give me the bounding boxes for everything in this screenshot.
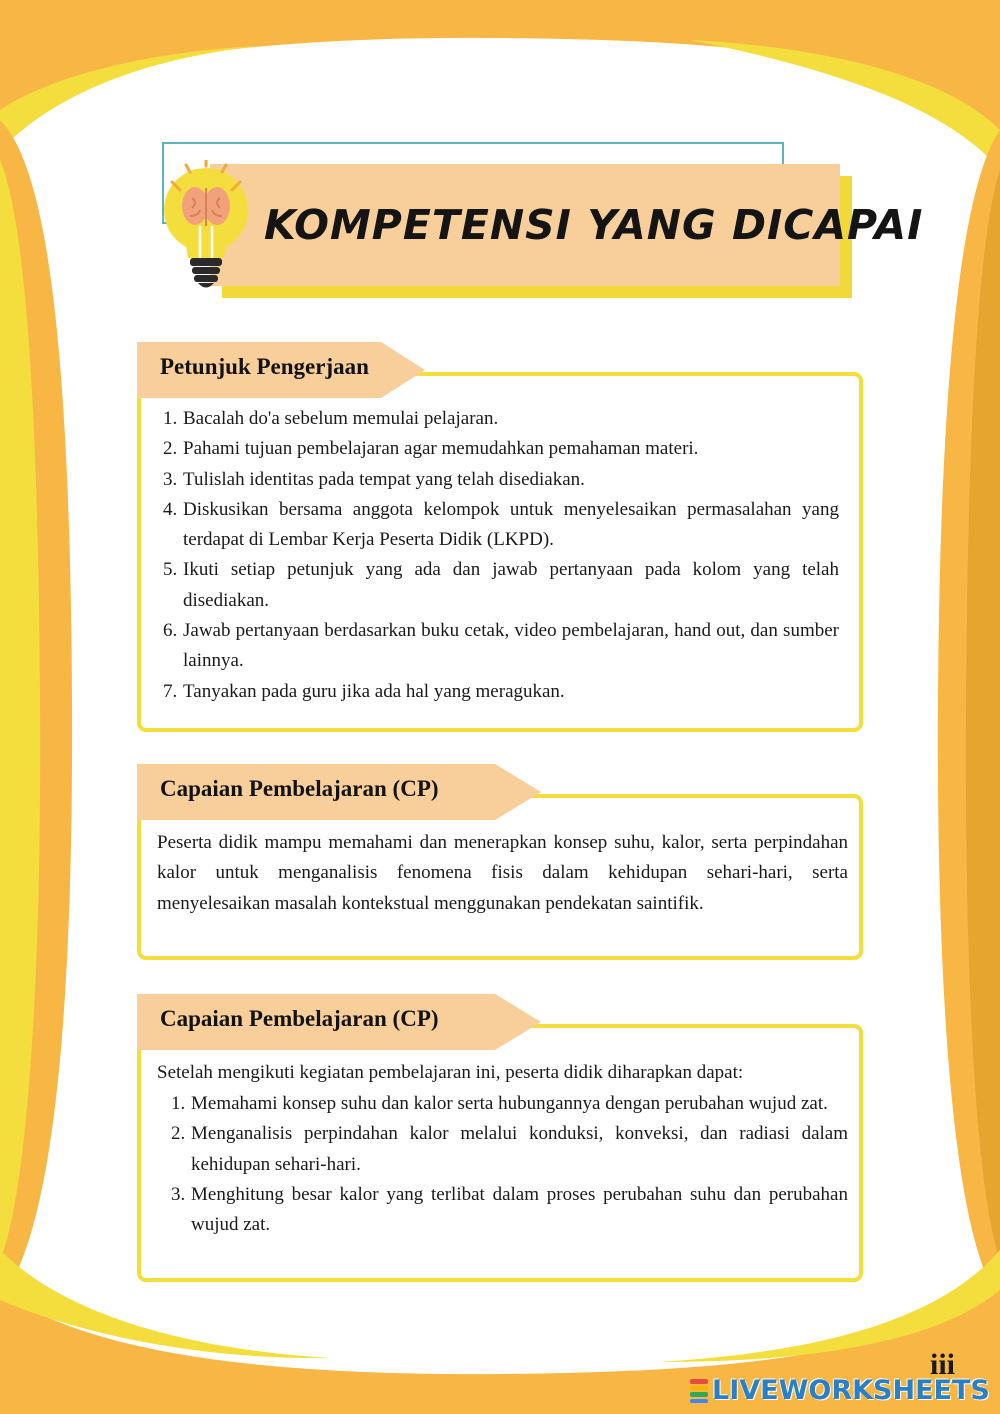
cp-text: Peserta didik mampu memahami dan menerapkan konsep suhu, kalor, serta perpindahan kalor untuk menganalisis fenomena fisis dalam kehidupan sehari-hari, serta menyelesaikan masalah kontekstual menggunakan pendekatan saintifik. [157, 832, 848, 914]
lightbulb-brain-icon [160, 160, 252, 294]
list-item: 3. Menghitung besar kalor yang terlibat dalam proses perubahan suhu dan perubahan wujud zat. [171, 1183, 848, 1236]
list-item: 5. Ikuti setiap petunjuk yang ada dan jawab pertanyaan pada kolom yang telah disediakan. [163, 559, 839, 611]
page-number: iii [930, 1348, 956, 1381]
page-title: KOMPETENSI YANG DICAPAI [264, 201, 924, 249]
list-item: 1. Bacalah do'a sebelum memulai pelajaran. [163, 408, 499, 429]
page-header [0, 0, 1000, 320]
cp-heading: Capaian Pembelajaran (CP) [160, 776, 439, 801]
list-item: 6. Jawab pertanyaan berdasarkan buku cetak, video pembelajaran, hand out, dan sumber lainnya. [163, 620, 839, 672]
tp-section [137, 994, 863, 1282]
liveworksheets-watermark [690, 1374, 990, 1408]
petunjuk-section [137, 342, 863, 732]
list-item: 4. Diskusikan bersama anggota kelompok untuk menyelesaikan permasalahan yang terdapat di Lembar Kerja Peserta Didik (LKPD). [163, 498, 839, 551]
tp-intro: Setelah mengikuti kegiatan pembelajaran ini, peserta didik diharapkan dapat: [157, 1062, 744, 1083]
list-item: 3. Tulislah identitas pada tempat yang telah disediakan. [163, 468, 585, 490]
petunjuk-list [163, 404, 839, 707]
cp-section [137, 764, 863, 960]
tp-list [171, 1089, 848, 1240]
liveworksheets-logo-icon [690, 1378, 708, 1404]
list-item: 7. Tanyakan pada guru jika ada hal yang meragukan. [163, 680, 565, 702]
watermark-text: LIVEWORKSHEETS [712, 1375, 990, 1406]
tp-heading: Capaian Pembelajaran (CP) [160, 1006, 439, 1031]
petunjuk-heading: Petunjuk Pengerjaan [160, 354, 369, 379]
list-item: 2. Menganalisis perpindahan kalor melalui konduksi, konveksi, dan radiasi dalam kehidupan sehari-hari. [171, 1123, 848, 1175]
list-item: 1. Memahami konsep suhu dan kalor serta hubungannya dengan perubahan wujud zat. [171, 1093, 828, 1114]
list-item: 2. Pahami tujuan pembelajaran agar memudahkan pemahaman materi. [163, 438, 699, 460]
